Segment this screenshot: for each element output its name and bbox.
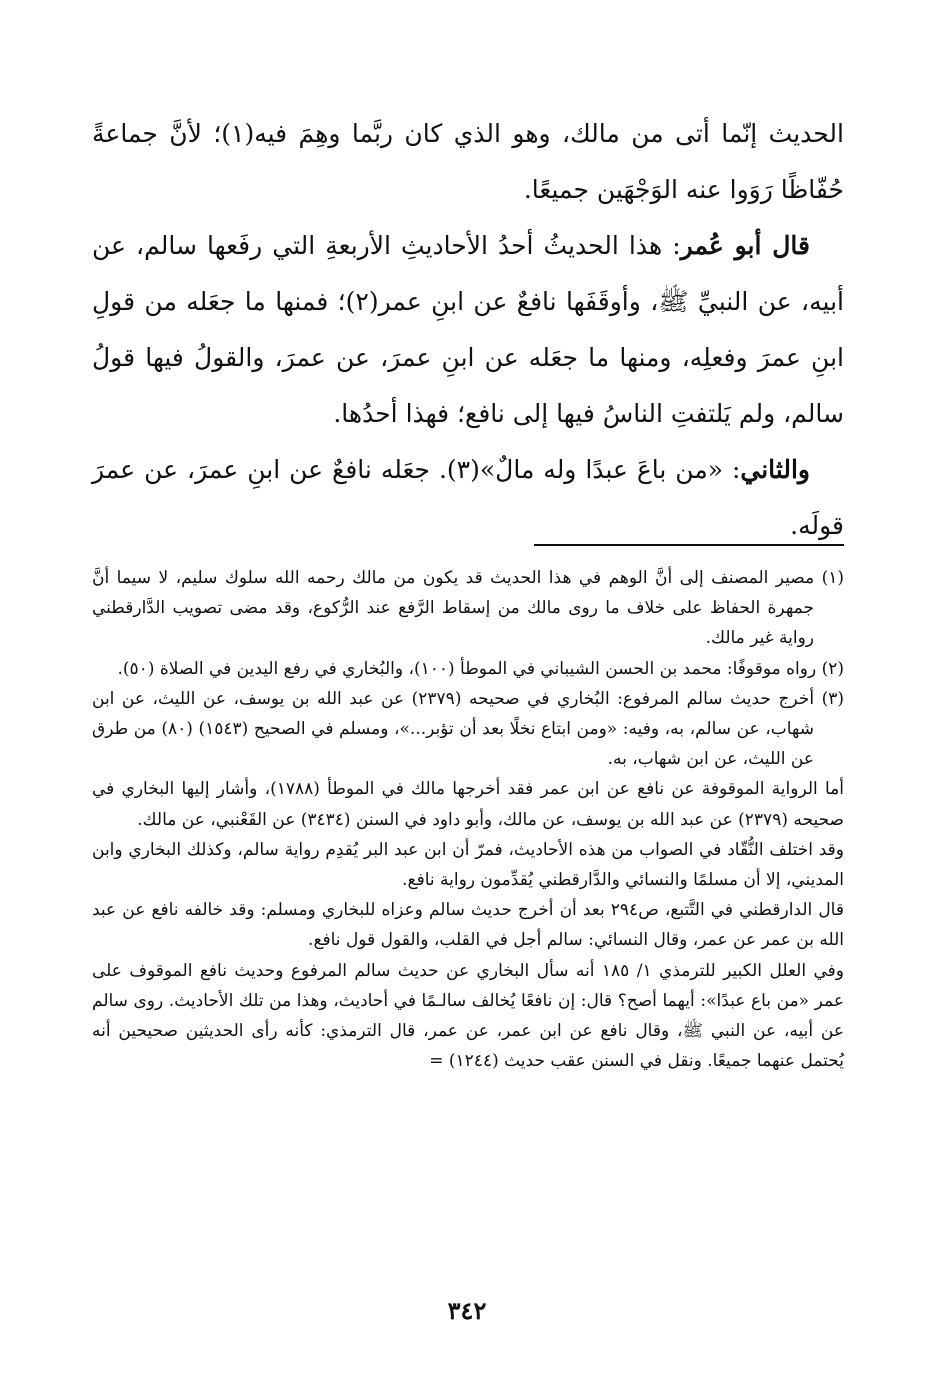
footnote-3-continuation-2: وقد اختلف النُّقّاد في الصواب من هذه الأحاديث، فمرّ أن ابن عبد البر يُقدِم رواية سالم، وكذلك البخاري وابن المديني، إلا أن مسلمًا والنسائي والدَّارقطني يُقدِّمون رواية نافع. [92,839,844,891]
footnote-3-continuation-4: وفي العلل الكبير للترمذي ١/ ١٨٥ أنه سأل البخاري عن حديث سالم المرفوع وحديث نافع الموقوف على عمر «من باع عبدًا»: أيهما أصح؟ قال: إن نافعًا يُخالف سالـمًا في أحاديث، وهذا من تلك الأحاديث. روى سالم عن أبيه، عن النبي ﷺ، وقال نافع عن ابن عمر، عن عمر، قال الترمذي: كأنه رأى الحديثين صحيحين أنه يُحتمل عنهما جميعًا. ونقل في السنن عقب حديث (١٢٤٤) = [92,960,844,1072]
main-paragraph-2-text: : هذا الحديثُ أحدُ الأحاديثِ الأربعةِ التي رفَعها سالم، عن أبيه، عن النبيِّ ﷺ، وأوقَفَها نافعٌ عن ابنِ عمر(٢)؛ فمنها ما جعَله من قولِ ابنِ عمرَ وفعلِه، ومنها ما جعَله عن ابنِ عمرَ، عن عمرَ، والقولُ فيها قولُ سالم، ولم يَلتفتِ الناسُ فيها إلى نافع؛ فهذا أحدُها. [92,231,844,428]
main-paragraph-2 [92,218,844,442]
page-number: ٣٤٢ [447,1296,487,1325]
main-paragraph-3 [92,442,844,554]
main-text [92,106,844,554]
speaker-heading-abu-umar: قال أبو عُمر [680,231,810,260]
heading-second: والثاني [740,455,810,484]
footnote-separator [534,544,844,546]
footnote-1: (١) مصير المصنف إلى أنَّ الوهم في هذا الحديث قد يكون من مالك رحمه الله سلوك سليم، لا سيما أنَّ جمهرة الحفاظ على خلاف ما روى مالك من إسقاط الرَّفع عند الرُّكوع، وقد مضى تصويب الدَّارقطني رواية غير مالك. [92,568,844,649]
main-paragraph-1: الحديث إنّما أتى من مالك، وهو الذي كان ربَّما وهِمَ فيه(١)؛ لأنَّ جماعةً حُفّاظًا رَوَوا عنه الوَجْهَين جميعًا. [92,119,844,204]
footnote-3-continuation-3: قال الدارقطني في التَّتبع، ص٢٩٤ بعد أن أخرج حديث سالم وعزاه للبخاري ومسلم: وقد خالفه نافع عن عبد الله بن عمر عن عمر، وقال النسائي: سالم أجل في القلب، والقول قول نافع. [92,900,844,951]
footnote-3-continuation-1: أما الرواية الموقوفة عن نافع عن ابن عمر فقد أخرجها مالك في الموطأ (١٧٨٨)، وأشار إليها البخاري في صحيحه (٢٣٧٩) عن عبد الله بن يوسف، عن مالك، وأبو داود في السنن (٣٤٣٤) عن القَعْنبي، عن مالك. [92,779,844,830]
footnote-3: (٣) أخرج حديث سالم المرفوع: البُخاري في صحيحه (٢٣٧٩) عن عبد الله بن يوسف، عن الليث، عن ابن شهاب، عن سالم، به، وفيه: «ومن ابتاع نخلًا بعد أن تؤبر...»، ومسلم في الصحيح (١٥٤٣) (٨٠) من طرق عن الليث، عن ابن شهاب، به. [92,688,844,770]
footnote-2: (٢) رواه موقوفًا: محمد بن الحسن الشيباني في الموطأ (١٠٠)، والبُخاري في رفع اليدين في الصلاة (٥٠). [117,658,844,679]
main-paragraph-3-text: : «من باعَ عبدًا وله مالٌ»(٣). جعَله نافعٌ عن ابنِ عمرَ، عن عمرَ قولَه. [92,455,844,540]
footnotes [92,563,844,1076]
